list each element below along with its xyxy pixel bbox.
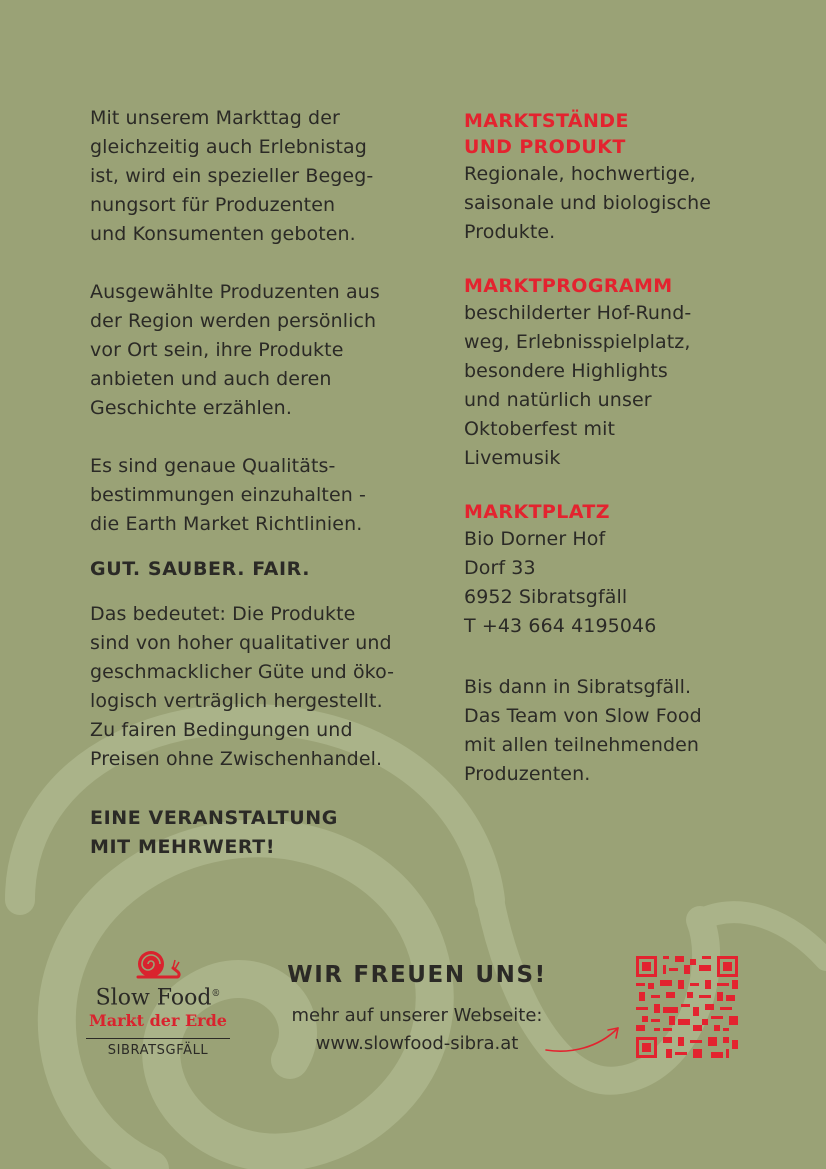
- text-line: Geschichte erzählen.: [90, 397, 292, 419]
- logo-subtitle: Markt der Erde: [89, 1011, 227, 1031]
- text-line: ist, wird ein spezieller Begeg-: [90, 165, 374, 187]
- website-link[interactable]: www.slowfood-sibra.at: [315, 1033, 519, 1054]
- text-line: Ausgewählte Produzenten aus: [90, 281, 380, 303]
- section-body-program: [464, 299, 764, 473]
- logo-place: SIBRATSGFÄLL: [107, 1043, 209, 1059]
- right-column: [464, 108, 764, 789]
- closing-heading: [90, 804, 430, 862]
- cta-title: WIR FREUEN UNS!: [287, 962, 547, 988]
- section-body-stands: [464, 160, 764, 247]
- text-line: Bis dann in Sibratsgfäll.: [464, 676, 692, 698]
- text-line: geschmacklicher Güte und öko-: [90, 661, 395, 683]
- text-line: der Region werden persönlich: [90, 310, 377, 332]
- text-line: beschilderter Hof-Rund-: [464, 302, 692, 324]
- text-line: gleichzeitig auch Erlebnistag: [90, 136, 367, 158]
- text-line: EINE VERANSTALTUNG: [90, 807, 338, 829]
- text-line: saisonale und biologische: [464, 192, 712, 214]
- text-line: Produkte.: [464, 221, 556, 243]
- cta-block: [262, 962, 572, 1058]
- text-line: Oktoberfest mit: [464, 418, 616, 440]
- arrow-icon: [540, 1014, 624, 1058]
- section-heading-place: [464, 499, 764, 525]
- section-heading-program: [464, 273, 764, 299]
- text-line: Zu fairen Bedingungen und: [90, 719, 353, 741]
- text-line: besondere Highlights: [464, 360, 668, 382]
- left-column: [90, 104, 430, 862]
- text-line: MIT MEHRWERT!: [90, 836, 276, 858]
- slow-food-logo: [84, 946, 232, 1058]
- logo-divider: [86, 1038, 230, 1039]
- text-line: und natürlich unser: [464, 389, 652, 411]
- text-line: nungsort für Produzenten: [90, 194, 336, 216]
- text-line: Livemusik: [464, 447, 561, 469]
- text-line: Preisen ohne Zwischenhandel.: [90, 748, 383, 770]
- section-heading-stands: [464, 108, 764, 160]
- snail-logo-icon: [133, 946, 183, 980]
- registered-mark: ®: [211, 989, 221, 999]
- address-line: 6952 Sibratsgfäll: [464, 586, 628, 608]
- text-line: Mit unserem Markttag der: [90, 107, 340, 129]
- text-line: MARKTPLATZ: [464, 501, 610, 523]
- text-line: Es sind genaue Qualitäts-: [90, 455, 336, 477]
- phone-number: T +43 664 4195046: [464, 615, 657, 637]
- text-line: MARKTPROGRAMM: [464, 275, 673, 297]
- text-line: MARKTSTÄNDE: [464, 110, 629, 132]
- text-line: sind von hoher qualitativer und: [90, 632, 392, 654]
- text-line: die Earth Market Richtlinien.: [90, 513, 363, 535]
- meaning-paragraph: [90, 600, 430, 774]
- text-line: und Konsumenten geboten.: [90, 223, 356, 245]
- qr-code-icon[interactable]: [636, 956, 738, 1058]
- motto-heading: GUT. SAUBER. FAIR.: [90, 558, 311, 580]
- text-line: weg, Erlebnisspielplatz,: [464, 331, 691, 353]
- text-line: Das Team von Slow Food: [464, 705, 702, 727]
- logo-name: [84, 982, 232, 1010]
- text-line: anbieten und auch deren: [90, 368, 332, 390]
- text-line: logisch verträglich hergestellt.: [90, 690, 383, 712]
- producers-paragraph: [90, 278, 430, 423]
- text-line: UND PRODUKT: [464, 136, 626, 158]
- farewell-paragraph: [464, 673, 764, 789]
- intro-paragraph: [90, 104, 430, 249]
- cta-text: mehr auf unserer Webseite:: [291, 1005, 543, 1026]
- text-line: mit allen teilnehmenden: [464, 734, 700, 756]
- quality-paragraph: [90, 452, 430, 539]
- section-body-place: [464, 525, 764, 641]
- address-line: Bio Dorner Hof: [464, 528, 606, 550]
- text-line: bestimmungen einzuhalten -: [90, 484, 366, 506]
- address-line: Dorf 33: [464, 557, 536, 579]
- text-line: Produzenten.: [464, 763, 591, 785]
- text-line: vor Ort sein, ihre Produkte: [90, 339, 344, 361]
- text-line: Regionale, hochwertige,: [464, 163, 696, 185]
- text-line: Das bedeutet: Die Produkte: [90, 603, 356, 625]
- logo-name-text: Slow Food: [95, 985, 212, 1011]
